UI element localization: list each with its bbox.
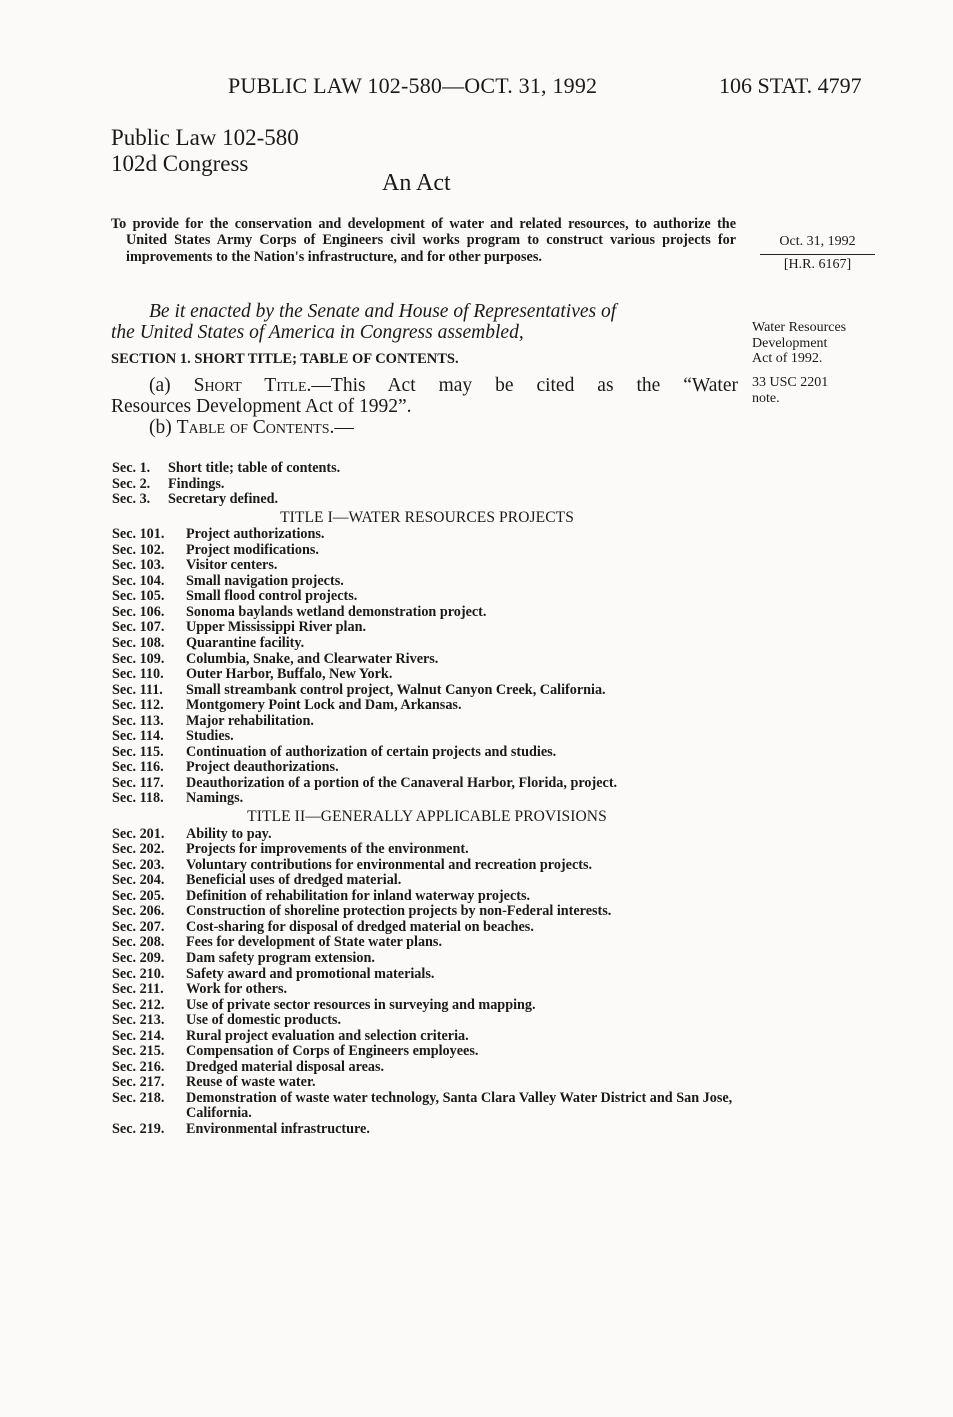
toc-row [112, 620, 742, 636]
toc-row [112, 1075, 742, 1091]
toc-section-title: Construction of shoreline protection projects by non-Federal interests. [186, 903, 612, 920]
margin-note-line: Water Resources [752, 320, 847, 335]
toc-row [112, 760, 742, 776]
toc-section-number: Sec. 218. [112, 1089, 165, 1106]
toc-section-number: Sec. 219. [112, 1120, 165, 1137]
subsection-label: (a) [149, 375, 194, 396]
margin-note-line: Act of 1992. [752, 351, 823, 366]
toc-section-number: Sec. 214. [112, 1027, 165, 1044]
toc-row [112, 791, 742, 807]
toc-row [112, 967, 742, 983]
subsection-text: .— [329, 417, 354, 438]
toc-section-number: Sec. 104. [112, 572, 165, 589]
toc-row [112, 776, 742, 792]
toc-row [112, 745, 742, 761]
toc-section-number: Sec. 215. [112, 1043, 165, 1060]
subsection-a-line: Resources Development Act of 1992”. [111, 396, 412, 417]
toc-row [112, 714, 742, 730]
toc-section-title: Project modifications. [186, 541, 319, 558]
public-law-number: Public Law 102-580 [111, 125, 299, 150]
purpose-clause [111, 216, 736, 265]
subsection-text: .—This Act may be cited as the “Water [306, 375, 738, 396]
subsection-a [111, 375, 738, 417]
bill-number: [H.R. 6167] [783, 257, 852, 272]
toc-section-title: Small flood control projects. [186, 588, 358, 605]
toc-section-title: Rural project evaluation and selection criteria. [186, 1027, 469, 1044]
toc-section-number: Sec. 212. [112, 996, 165, 1013]
running-head: PUBLIC LAW 102-580—OCT. 31, 1992 [228, 73, 598, 98]
toc-section-number: Sec. 112. [112, 697, 164, 714]
toc-row [112, 920, 742, 936]
toc-section-title: Work for others. [186, 981, 288, 998]
toc-section-number: Sec. 204. [112, 872, 165, 889]
toc-section-number: Sec. 216. [112, 1058, 165, 1075]
toc-row [112, 858, 742, 874]
toc-section-title: Use of private sector resources in surveying and mapping. [186, 996, 536, 1013]
toc-section-title: Reuse of waste water. [186, 1074, 316, 1091]
toc-section-title: Namings. [186, 790, 244, 807]
toc-section-number: Sec. 103. [112, 557, 165, 574]
subsection-a-line [111, 375, 738, 396]
toc-section-number: Sec. 115. [112, 743, 164, 760]
toc-row [112, 589, 742, 605]
enacting-line: the United States of America in Congress assembled, [111, 322, 524, 343]
toc-section-title: Project deauthorizations. [186, 759, 339, 776]
toc-title-2-sections [112, 827, 742, 1138]
toc-row [112, 935, 742, 951]
approval-date: Oct. 31, 1992 [760, 232, 875, 255]
toc-section-title: Ability to pay. [186, 825, 272, 842]
toc-section-number: Sec. 203. [112, 856, 165, 873]
toc-row [112, 477, 742, 493]
toc-section-number: Sec. 118. [112, 790, 164, 807]
congress-number: 102d Congress [111, 151, 249, 176]
stat-page-reference: 106 STAT. 4797 [719, 73, 862, 98]
toc-row [112, 729, 742, 745]
toc-row [112, 574, 742, 590]
toc-section-title: Continuation of authorization of certain projects and studies. [186, 743, 557, 760]
toc-section-title: Definition of rehabilitation for inland waterway projects. [186, 887, 531, 904]
toc-section-title: Beneficial uses of dredged material. [186, 872, 402, 889]
toc-row [112, 1044, 742, 1060]
toc-section-title: Studies. [186, 728, 234, 745]
enacting-clause [111, 301, 738, 343]
toc-section-number: Sec. 102. [112, 541, 165, 558]
toc-section-title: Demonstration of waste water technology, Santa Clara Valley Water District and San Jose, California. [186, 1089, 733, 1122]
title-1-heading: TITLE I—WATER RESOURCES PROJECTS [280, 508, 574, 526]
act-label: An Act [382, 170, 451, 196]
toc-section-title: Projects for improvements of the environment. [186, 841, 469, 858]
toc-general-sections [112, 461, 742, 508]
toc-section-title: Project authorizations. [186, 526, 325, 543]
subsection-caption: Table of Contents [176, 417, 330, 438]
toc-section-number: Sec. 111. [112, 681, 163, 698]
toc-row [112, 1122, 742, 1138]
toc-row [112, 998, 742, 1014]
toc-section-title: Voluntary contributions for environmental and recreation projects. [186, 856, 593, 873]
toc-row [112, 636, 742, 652]
law-identification [111, 125, 299, 177]
toc-section-title: Visitor centers. [186, 557, 278, 574]
toc-row [112, 543, 742, 559]
toc-section-number: Sec. 207. [112, 918, 165, 935]
section-1-heading: SECTION 1. SHORT TITLE; TABLE OF CONTENTS. [111, 351, 459, 367]
toc-row [112, 683, 742, 699]
margin-note-line: note. [752, 390, 780, 406]
subsection-b [149, 417, 354, 439]
margin-note-line: 33 USC 2201 [752, 375, 829, 390]
toc-section-title: Deauthorization of a portion of the Canaveral Harbor, Florida, project. [186, 774, 618, 791]
toc-row [112, 527, 742, 543]
toc-section-title: Dam safety program extension. [186, 949, 375, 966]
subsection-label: (b) [149, 417, 177, 438]
toc-section-number: Sec. 209. [112, 949, 165, 966]
toc-section-number: Sec. 117. [112, 774, 164, 791]
subsection-caption: Short Title [193, 375, 307, 396]
toc-section-title: Montgomery Point Lock and Dam, Arkansas. [186, 697, 462, 714]
toc-row [112, 605, 742, 621]
toc-section-title: Secretary defined. [168, 491, 279, 508]
enacting-line: Be it enacted by the Senate and House of Representatives of [149, 301, 617, 322]
toc-section-title: Sonoma baylands wetland demonstration project. [186, 603, 487, 620]
toc-row [112, 492, 742, 508]
toc-section-title: Small navigation projects. [186, 572, 344, 589]
toc-row [112, 1060, 742, 1076]
toc-section-number: Sec. 108. [112, 635, 165, 652]
purpose-text: To provide for the conservation and development of water and related resources, to authorize the United States Army Corps of Engineers civil works program to construct various projects for improvements to the Nation's infrastructure, and for other purposes. [111, 216, 736, 265]
toc-row [112, 1029, 742, 1045]
toc-section-number: Sec. 205. [112, 887, 165, 904]
toc-section-number: Sec. 113. [112, 712, 164, 729]
toc-row [112, 982, 742, 998]
toc-section-title: Use of domestic products. [186, 1012, 342, 1029]
toc-section-number: Sec. 213. [112, 1012, 165, 1029]
toc-section-title: Quarantine facility. [186, 635, 305, 652]
toc-section-number: Sec. 1. [112, 460, 151, 476]
toc-section-title: Upper Mississippi River plan. [186, 619, 367, 636]
toc-row [112, 904, 742, 920]
toc-row [112, 1091, 742, 1122]
toc-section-number: Sec. 202. [112, 841, 165, 858]
toc-section-title: Findings. [168, 475, 225, 492]
toc-section-number: Sec. 3. [112, 491, 151, 508]
toc-section-title: Major rehabilitation. [186, 712, 314, 729]
title-2-heading: TITLE II—GENERALLY APPLICABLE PROVISIONS [247, 808, 607, 826]
toc-title-1-sections [112, 527, 742, 807]
toc-section-number: Sec. 206. [112, 903, 165, 920]
toc-section-title: Dredged material disposal areas. [186, 1058, 385, 1075]
toc-row [112, 1013, 742, 1029]
toc-section-title: Fees for development of State water plans. [186, 934, 442, 951]
margin-usc-note [752, 375, 892, 406]
toc-section-title: Small streambank control project, Walnut Canyon Creek, California. [186, 681, 606, 698]
toc-section-number: Sec. 217. [112, 1074, 165, 1091]
margin-short-title-note [752, 320, 892, 367]
toc-section-number: Sec. 101. [112, 526, 165, 543]
toc-section-number: Sec. 211. [112, 981, 164, 998]
toc-section-number: Sec. 201. [112, 825, 165, 842]
toc-section-number: Sec. 2. [112, 475, 151, 492]
margin-note-line: Development [752, 335, 828, 351]
toc-section-title: Environmental infrastructure. [186, 1120, 370, 1137]
toc-row [112, 951, 742, 967]
toc-row [112, 667, 742, 683]
toc-section-number: Sec. 109. [112, 650, 165, 667]
toc-section-number: Sec. 210. [112, 965, 165, 982]
toc-section-number: Sec. 106. [112, 603, 165, 620]
toc-section-number: Sec. 105. [112, 588, 165, 605]
toc-section-number: Sec. 114. [112, 728, 164, 745]
toc-section-title: Cost-sharing for disposal of dredged material on beaches. [186, 918, 534, 935]
toc-row [112, 873, 742, 889]
toc-row [112, 461, 742, 477]
toc-row [112, 558, 742, 574]
toc-section-number: Sec. 107. [112, 619, 165, 636]
toc-section-title: Outer Harbor, Buffalo, New York. [186, 666, 393, 683]
toc-row [112, 652, 742, 668]
toc-section-number: Sec. 110. [112, 666, 164, 683]
toc-row [112, 889, 742, 905]
toc-section-number: Sec. 208. [112, 934, 165, 951]
toc-section-title: Safety award and promotional materials. [186, 965, 435, 982]
margin-approval-date [760, 232, 875, 275]
toc-row [112, 698, 742, 714]
toc-section-title: Columbia, Snake, and Clearwater Rivers. [186, 650, 439, 667]
toc-section-number: Sec. 116. [112, 759, 164, 776]
toc-row [112, 827, 742, 843]
toc-row [112, 842, 742, 858]
table-of-contents [112, 461, 742, 1138]
toc-section-title: Compensation of Corps of Engineers employees. [186, 1043, 479, 1060]
toc-section-title: Short title; table of contents. [168, 460, 341, 476]
